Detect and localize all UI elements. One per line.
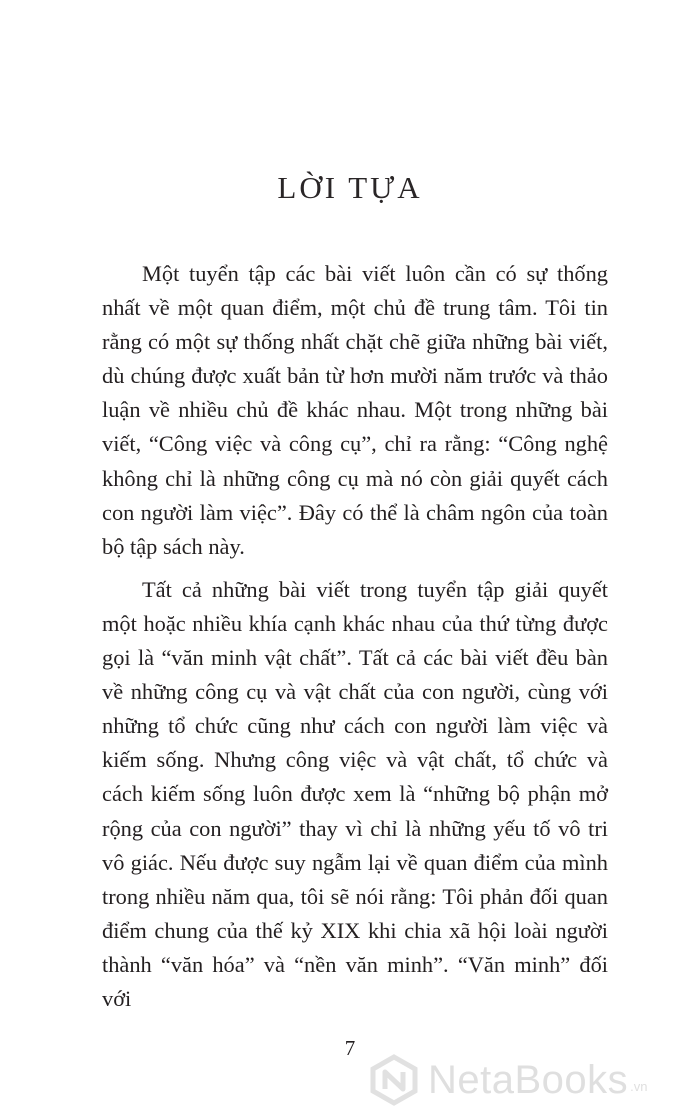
page-number: 7 bbox=[344, 1036, 356, 1060]
watermark bbox=[368, 1050, 648, 1110]
netabooks-logo-icon bbox=[368, 1054, 420, 1106]
watermark-suffix: .vn bbox=[630, 1079, 648, 1094]
paragraph-2: Tất cả những bài viết trong tuyển tập giải quyết một hoặc nhiều khía cạnh khác nhau của thứ từng được gọi là “văn minh vật chất”. Tất cả các bài viết đều bàn về những công cụ và vật chất của con người, cùng với những tổ chức cũng như cách con người làm việc và kiếm sống. Nhưng công việc và vật chất, tổ chức và cách kiếm sống luôn được xem là “những bộ phận mở rộng của con người” thay vì chỉ là những yếu tố vô tri vô giác. Nếu được suy ngẫm lại về quan điểm của mình trong nhiều năm qua, tôi sẽ nói rằng: Tôi phản đối quan điểm chung của thế kỷ XIX khi chia xã hội loài người thành “văn hóa” và “nền văn minh”. “Văn minh” đối với bbox=[102, 576, 608, 1011]
page-title: LỜI TỰA bbox=[277, 170, 423, 205]
paragraph-1: Một tuyển tập các bài viết luôn cần có sự thống nhất về một quan điểm, một chủ đề trung tâm. Tôi tin rằng có một sự thống nhất chặt chẽ giữa những bài viết, dù chúng được xuất bản từ hơn mười năm trước và thảo luận về nhiều chủ đề khác nhau. Một trong những bài viết, “Công việc và công cụ”, chỉ ra rằng: “Công nghệ không chỉ là những công cụ mà nó còn giải quyết cách con người làm việc”. Đây có thể là châm ngôn của toàn bộ tập sách này. bbox=[102, 261, 608, 559]
watermark-brand: NetaBooks bbox=[428, 1058, 629, 1102]
body-text bbox=[102, 257, 608, 1016]
